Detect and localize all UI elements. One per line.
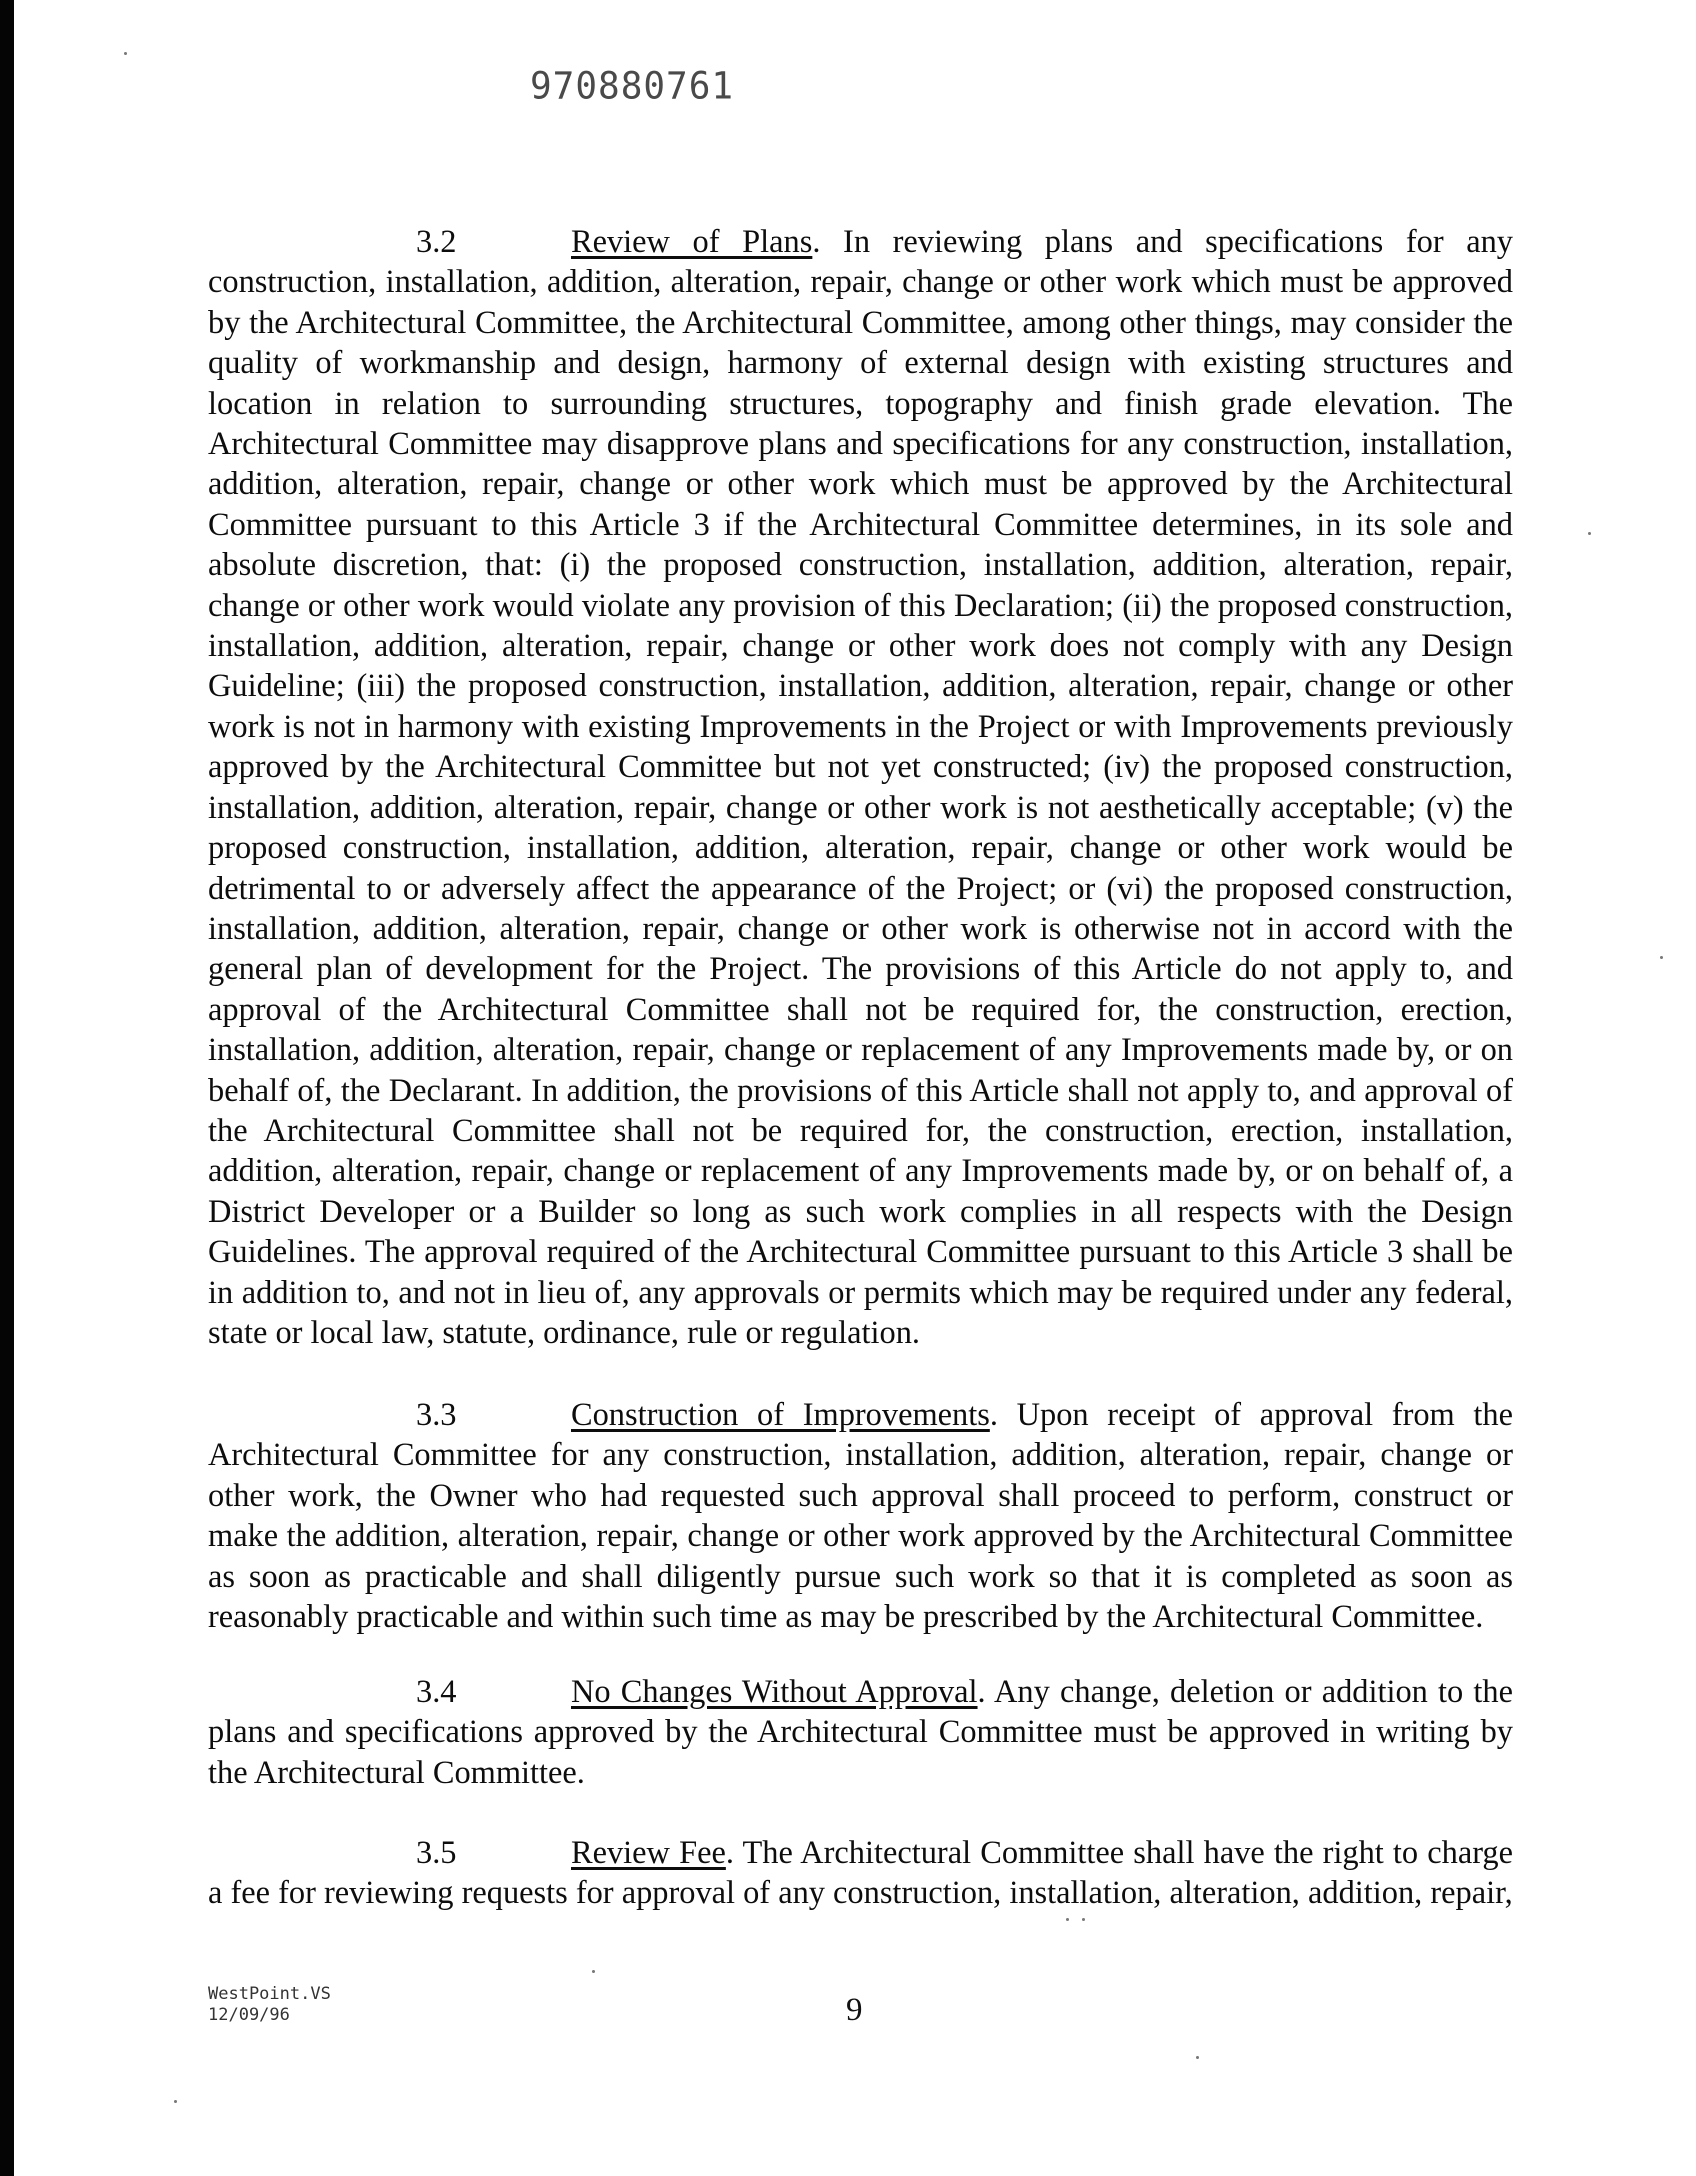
section-number: 3.2 xyxy=(416,224,457,260)
section-number: 3.3 xyxy=(416,1397,457,1433)
scan-speck xyxy=(1196,2056,1199,2059)
section-title: No Changes Without Approval xyxy=(571,1674,978,1710)
section-text: . In reviewing plans and specifications for any construction, installation, addition, alteration, repair, change or other work which must be approved by the Architectural Committee, the Architectural Committee, among other things, may consider the quality of workmanship and design, harmony of external design with existing structures and location in relation to surrounding structures, topography and finish grade elevation. The Architectural Committee may disapprove plans and specifications for any construction, installation, addition, alteration, repair, change or other work which must be approved by the Architectural Committee pursuant to this Article 3 if the Architectural Committee determines, in its sole and absolute discretion, that: (i) the proposed construction, installation, addition, alteration, repair, change or other work would violate any provision of this Declaration; (ii) the proposed construction, installation, addition, alteration, repair, change or other work does not comply with any Design Guideline; (iii) the proposed construction, installation, addition, alteration, repair, change or other work is not in harmony with existing Improvements in the Project or with Improvements previously approved by the Architectural Committee but not yet constructed; (iv) the proposed construction, installation, addition, alteration, repair, change or other work is not aesthetically acceptable; (v) the proposed construction, installation, addition, alteration, repair, change or other work would be detrimental to or adversely affect the appearance of the Project; or (vi) the proposed construction, installation, addition, alteration, repair, change or other work is otherwise not in accord with the general plan of development for the Project. The provisions of this Article do not apply to, and approval of the Architectural Committee shall not be required for, the construction, erection, installation, addition, alteration, repair, change or replacement of any Improvements made by, or on behalf of, the Declarant. In addition, the provisions of this Article shall not apply to, and approval of the Architectural Committee shall not be required for, the construction, erection, installation, addition, alteration, repair, change or replacement of any Improvements made by, or on behalf of, a District Developer or a Builder so long as such work complies in all respects with the Design Guidelines. The approval required of the Architectural Committee pursuant to this Article 3 shall be in addition to, and not in lieu of, any approvals or permits which may be required under any federal, state or local law, statute, ordinance, rule or regulation. xyxy=(208,224,1513,1351)
section-number: 3.5 xyxy=(416,1835,457,1871)
section-title: Review of Plans xyxy=(571,224,813,260)
page-number: 9 xyxy=(846,1992,863,2028)
section-3-3 xyxy=(208,1395,1513,1637)
scan-speck xyxy=(124,52,127,55)
footer-date: 12/09/96 xyxy=(208,2005,290,2025)
section-3-5 xyxy=(208,1833,1513,1914)
scan-speck xyxy=(1066,1918,1069,1921)
scan-speck xyxy=(1660,956,1663,959)
scan-speck xyxy=(1082,1918,1085,1921)
scan-left-edge xyxy=(0,0,14,2176)
section-text: . Upon receipt of approval from the Architectural Committee for any construction, installation, addition, alteration, repair, change or other work, the Owner who had requested such approval shall proceed to perform, construct or make the addition, alteration, repair, change or other work approved by the Architectural Committee as soon as practicable and shall diligently pursue such work so that it is completed as soon as reasonably practicable and within such time as may be prescribed by the Architectural Committee. xyxy=(208,1397,1514,1636)
footer-file-name: WestPoint.VS xyxy=(208,1984,331,2004)
scan-speck xyxy=(174,2100,177,2103)
document-number-stamp: 970880761 xyxy=(530,64,735,109)
section-text: . The Architectural Committee shall have the right to charge a fee for reviewing requests for approval of any construction, installation, alteration, addition, repair, xyxy=(208,1835,1513,1912)
footer-file-info xyxy=(208,1984,331,2026)
section-title: Construction of Improvements xyxy=(571,1397,990,1433)
scan-speck xyxy=(592,1970,595,1973)
scan-speck xyxy=(1588,532,1591,535)
section-text: . Any change, deletion or addition to the plans and specifications approved by the Architectural Committee must be approved in writing by the Architectural Committee. xyxy=(208,1674,1514,1791)
section-3-4 xyxy=(208,1672,1513,1793)
section-title: Review Fee xyxy=(571,1835,726,1871)
section-3-2 xyxy=(208,222,1513,1353)
section-number: 3.4 xyxy=(416,1674,457,1710)
